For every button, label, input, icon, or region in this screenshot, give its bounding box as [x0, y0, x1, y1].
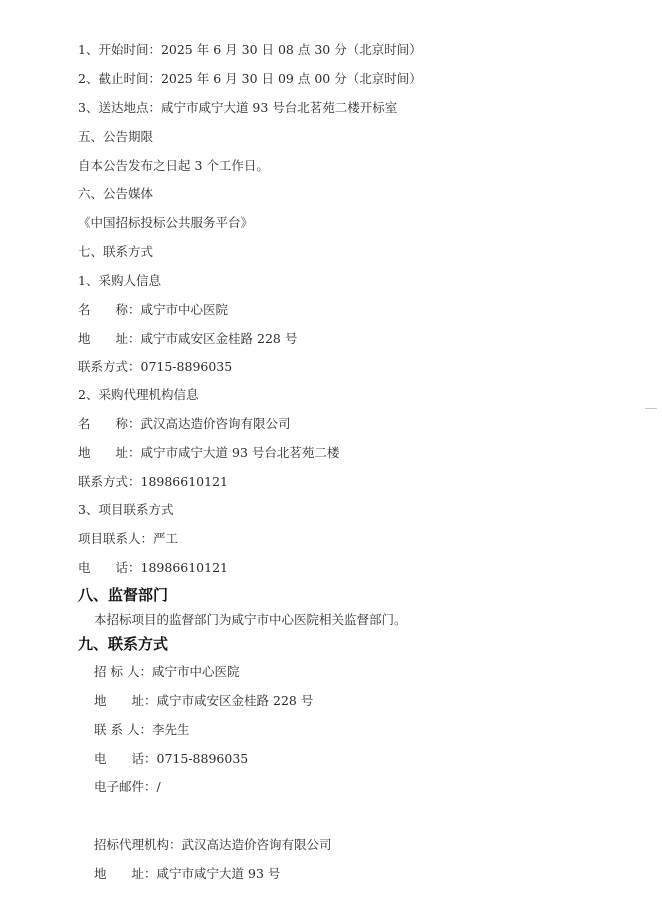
agency-address-line — [78, 445, 339, 461]
tenderer-value: 咸宁市中心医院 — [151, 664, 240, 679]
section-8-heading: 八、监督部门 — [78, 586, 169, 604]
section-5-heading: 五、公告期限 — [78, 129, 154, 144]
project-contact-heading: 3、项目联系方式 — [78, 502, 174, 517]
tender-agency-label: 招标代理机构： — [94, 837, 182, 852]
agency-name-label: 名 称： — [78, 416, 141, 431]
agency-contact-line: 联系方式：18986610121 — [78, 474, 228, 489]
purchaser-address-value: 咸宁市咸安区金桂路 228 号 — [140, 331, 298, 346]
agency-name-line — [78, 416, 291, 432]
tenderer-contact-person-value: 李先生 — [151, 722, 190, 737]
tenderer-label: 招 标 人： — [94, 664, 152, 679]
deadline-line: 2、截止时间：2025 年 6 月 30 日 09 点 00 分（北京时间） — [78, 71, 422, 86]
tenderer-contact-person-line — [94, 722, 189, 738]
project-contact-person-line: 项目联系人：严工 — [78, 531, 179, 546]
agency-info-heading: 2、采购代理机构信息 — [78, 387, 199, 402]
tender-agency-address-line — [94, 866, 280, 882]
tender-agency-line — [94, 837, 332, 853]
tenderer-address-line — [94, 693, 313, 709]
project-phone-value: 18986610121 — [140, 560, 228, 575]
tenderer-phone-value: 0715-8896035 — [156, 751, 249, 766]
tenderer-address-value: 咸宁市咸安区金桂路 228 号 — [156, 693, 314, 708]
purchaser-name-label: 名 称： — [78, 302, 141, 317]
section-9-heading: 九、联系方式 — [78, 635, 169, 653]
supervision-text: 本招标项目的监督部门为咸宁市中心医院相关监督部门。 — [94, 612, 407, 627]
announcement-media-text: 《中国招标投标公共服务平台》 — [78, 215, 254, 230]
delivery-location-line: 3、送达地点：咸宁市咸宁大道 93 号台北茗苑二楼开标室 — [78, 100, 398, 115]
purchaser-name-line — [78, 302, 228, 318]
purchaser-address-line — [78, 331, 297, 347]
tender-agency-address-label: 地 址： — [94, 866, 157, 881]
tender-agency-address-value: 咸宁市咸宁大道 93 号 — [156, 866, 281, 881]
project-phone-label: 电 话： — [78, 560, 141, 575]
section-7-heading: 七、联系方式 — [78, 244, 154, 259]
tenderer-contact-person-label: 联 系 人： — [94, 722, 152, 737]
purchaser-info-heading: 1、采购人信息 — [78, 273, 161, 288]
agency-name-value: 武汉高达造价咨询有限公司 — [140, 416, 291, 431]
section-6-heading: 六、公告媒体 — [78, 186, 154, 201]
purchaser-address-label: 地 址： — [78, 331, 141, 346]
tenderer-phone-line — [94, 751, 248, 767]
agency-address-value: 咸宁市咸宁大道 93 号台北茗苑二楼 — [140, 445, 340, 460]
tenderer-phone-label: 电 话： — [94, 751, 157, 766]
tenderer-email-line: 电子邮件：/ — [94, 779, 161, 794]
purchaser-name-value: 咸宁市中心医院 — [140, 302, 229, 317]
purchaser-contact-line: 联系方式：0715-8896035 — [78, 359, 233, 374]
tenderer-line — [94, 664, 239, 680]
announcement-period-text: 自本公告发布之日起 3 个工作日。 — [78, 158, 269, 173]
project-phone-line — [78, 560, 228, 576]
tenderer-address-label: 地 址： — [94, 693, 157, 708]
scan-artifact-mark — [645, 408, 657, 409]
agency-address-label: 地 址： — [78, 445, 141, 460]
start-time-line: 1、开始时间：2025 年 6 月 30 日 08 点 30 分（北京时间） — [78, 42, 422, 57]
tender-agency-value: 武汉高达造价咨询有限公司 — [181, 837, 332, 852]
